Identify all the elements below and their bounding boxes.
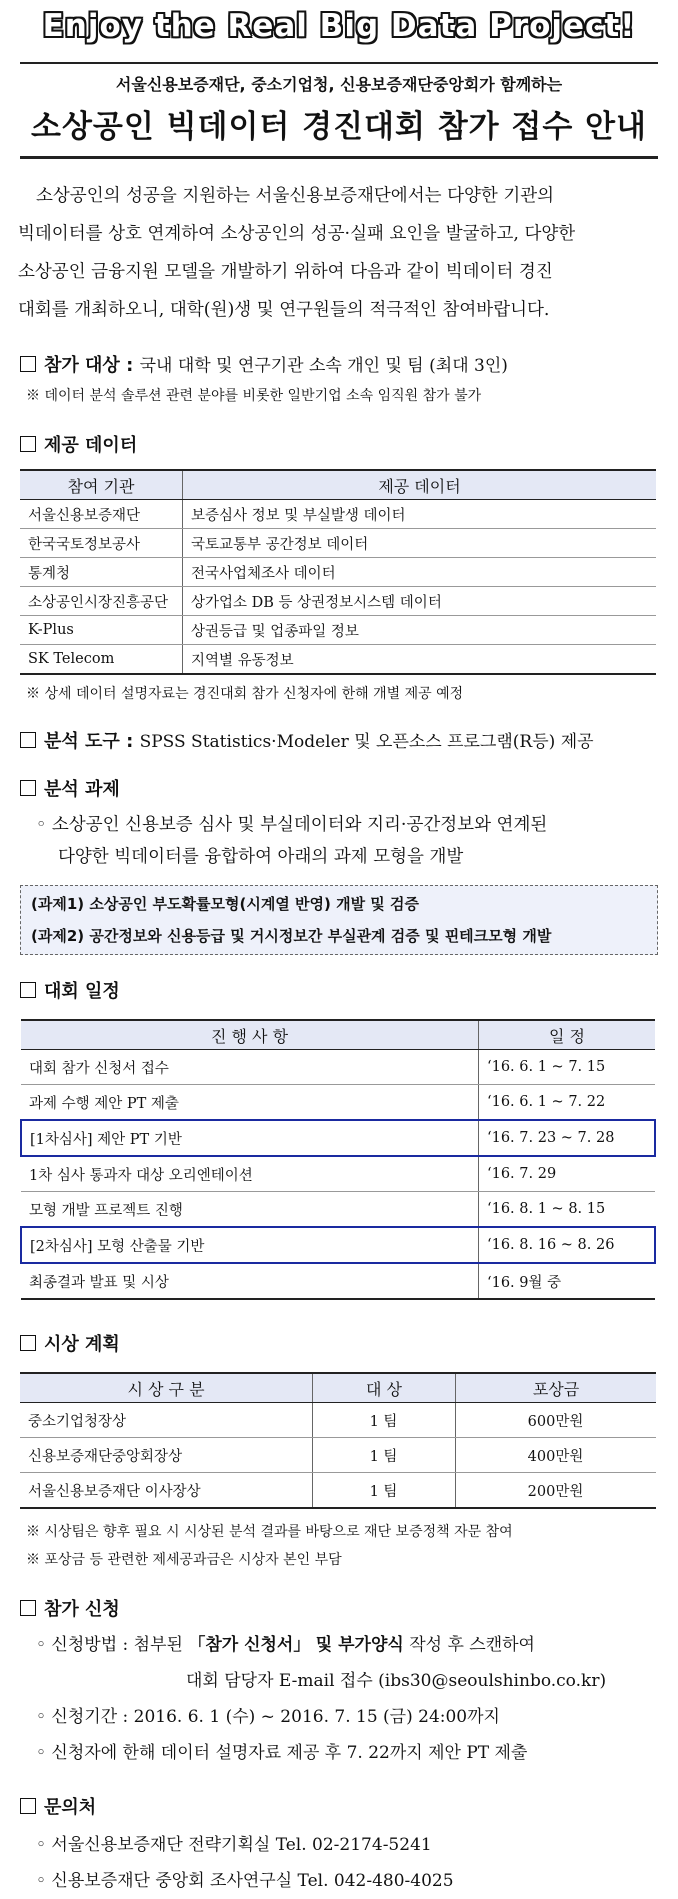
checkbox-icon (20, 1600, 36, 1616)
awards-heading: 시상 계획 (44, 1334, 120, 1355)
table-cell: 1 팀 (313, 1473, 456, 1509)
table-cell: 지역별 유동정보 (183, 645, 657, 675)
table-row (20, 587, 656, 616)
table-cell: 상가업소 DB 등 상권정보시스템 데이터 (183, 587, 657, 616)
table-cell: 중소기업청장상 (20, 1403, 313, 1438)
table-header: 포상금 (456, 1373, 657, 1403)
data-section-heading (20, 431, 664, 457)
table-row-highlighted (21, 1227, 655, 1263)
table-cell: 1차 심사 통과자 대상 오리엔테이션 (21, 1156, 479, 1192)
task-item: (과제1) 소상공인 부도확률모형(시계열 반영) 개발 및 검증 (31, 895, 419, 913)
table-header: 참여 기관 (20, 470, 183, 500)
table-cell: ‘16. 7. 29 (479, 1156, 656, 1192)
table-cell: ‘16. 6. 1 ~ 7. 15 (479, 1050, 656, 1085)
table-cell: 1 팀 (313, 1403, 456, 1438)
table-row (20, 1473, 656, 1509)
table-row (20, 1438, 656, 1473)
table-cell: 국토교통부 공간정보 데이터 (183, 529, 657, 558)
intro-line: 빅데이터를 상호 연계하여 소상공인의 성공·실패 요인을 발굴하고, 다양한 (18, 224, 576, 244)
application-method-line (36, 1627, 664, 1663)
checkbox-icon (20, 1798, 36, 1814)
table-cell: ‘16. 8. 16 ~ 8. 26 (479, 1227, 656, 1263)
awards-section-heading (20, 1330, 664, 1356)
schedule-table (20, 1019, 656, 1300)
table-cell: 600만원 (456, 1403, 657, 1438)
application-heading: 참가 신청 (44, 1599, 120, 1620)
table-header: 제공 데이터 (183, 470, 657, 500)
awards-note: ※ 포상금 등 관련한 제세공과금은 시상자 본인 부담 (26, 1552, 342, 1568)
method-text: 작성 후 스캔하여 (409, 1635, 535, 1655)
table-cell: [1차심사] 제안 PT 기반 (21, 1120, 479, 1156)
intro-paragraph (18, 177, 660, 329)
table-row (21, 1050, 655, 1085)
table-cell: 대회 참가 신청서 접수 (21, 1050, 479, 1085)
table-cell: 소상공인시장진흥공단 (20, 587, 183, 616)
application-period: ◦ 신청기간 : 2016. 6. 1 (수) ~ 2016. 7. 15 (금) 24:00까지 (36, 1707, 500, 1727)
schedule-section-heading (20, 977, 664, 1003)
table-cell: ‘16. 7. 23 ~ 7. 28 (479, 1120, 656, 1156)
awards-note: ※ 시상팀은 향후 필요 시 시상된 분석 결과를 바탕으로 재단 보증정책 자문 참여 (26, 1524, 513, 1540)
page-title: 소상공인 빅데이터 경진대회 참가 접수 안내 (31, 109, 647, 145)
table-row (21, 1263, 655, 1299)
table-cell: 한국국토정보공사 (20, 529, 183, 558)
table-row (20, 616, 656, 645)
contact-heading: 문의처 (44, 1797, 97, 1818)
table-cell: 서울신용보증재단 이사장상 (20, 1473, 313, 1509)
table-row (21, 1085, 655, 1121)
table-cell: 상권등급 및 업종파일 정보 (183, 616, 657, 645)
tools-section (20, 727, 664, 753)
application-email-line: 대회 담당자 E-mail 접수 (ibs30@seoulshinbo.co.kr) (186, 1671, 607, 1691)
tasks-bullet (36, 809, 664, 873)
table-row (21, 1156, 655, 1192)
contact-line: ◦ 신용보증재단 중앙회 조사연구실 Tel. 042-480-4025 (36, 1871, 454, 1891)
table-cell: SK Telecom (20, 645, 183, 675)
table-cell: [2차심사] 모형 산출물 기반 (21, 1227, 479, 1263)
divider (20, 156, 658, 159)
table-cell: 200만원 (456, 1473, 657, 1509)
checkbox-icon (20, 1335, 36, 1351)
eligibility-section (20, 351, 664, 377)
banner-text: Enjoy the Real Big Data Project! (42, 8, 636, 44)
intro-line: 소상공인의 성공을 지원하는 서울신용보증재단에서는 다양한 기관의 (36, 186, 555, 206)
eligibility-text: 국내 대학 및 연구기관 소속 개인 및 팀 (최대 3인) (139, 356, 508, 376)
intro-line: 소상공인 금융지원 모델을 개발하기 위하여 다음과 같이 빅데이터 경진 (18, 262, 553, 282)
table-cell: ‘16. 6. 1 ~ 7. 22 (479, 1085, 656, 1121)
task-item: (과제2) 공간정보와 신용등급 및 거시정보간 부실관계 검증 및 핀테크모형 개발 (31, 927, 552, 945)
subtitle: 서울신용보증재단, 중소기업청, 신용보증재단중앙회가 함께하는 (115, 75, 563, 94)
table-header: 진 행 사 항 (21, 1020, 479, 1050)
data-table (20, 469, 656, 675)
table-row (20, 500, 656, 529)
table-header: 시 상 구 분 (20, 1373, 313, 1403)
application-section-heading (20, 1595, 664, 1621)
table-cell: 과제 수행 제안 PT 제출 (21, 1085, 479, 1121)
table-header: 일 정 (479, 1020, 656, 1050)
application-pt: ◦ 신청자에 한해 데이터 설명자료 제공 후 7. 22까지 제안 PT 제출 (36, 1743, 528, 1763)
contact-list (36, 1827, 664, 1899)
tasks-line: 다양한 빅데이터를 융합하여 아래의 과제 모형을 개발 (58, 847, 464, 867)
checkbox-icon (20, 982, 36, 998)
schedule-heading: 대회 일정 (44, 981, 120, 1002)
tasks-heading: 분석 과제 (44, 779, 120, 800)
banner (14, 8, 664, 60)
table-cell: 보증심사 정보 및 부실발생 데이터 (183, 500, 657, 529)
eligibility-note: ※ 데이터 분석 솔루션 관련 분야를 비롯한 일반기업 소속 임직원 참가 불가 (26, 388, 482, 404)
tasks-line: ◦ 소상공인 신용보증 심사 및 부실데이터와 지리·공간정보와 연계된 (36, 815, 548, 835)
table-row (20, 645, 656, 675)
table-cell: 최종결과 발표 및 시상 (21, 1263, 479, 1299)
table-header: 대 상 (313, 1373, 456, 1403)
table-cell: 400만원 (456, 1438, 657, 1473)
eligibility-heading: 참가 대상 : (44, 355, 134, 376)
table-cell: 신용보증재단중앙회장상 (20, 1438, 313, 1473)
tools-heading: 분석 도구 : (44, 731, 134, 752)
method-text: ◦ 신청방법 : 첨부된 (36, 1635, 183, 1655)
data-heading-text: 제공 데이터 (44, 435, 138, 456)
table-cell: 1 팀 (313, 1438, 456, 1473)
notice-document (14, 0, 664, 1899)
contact-section-heading (20, 1793, 664, 1819)
table-cell: 전국사업체조사 데이터 (183, 558, 657, 587)
data-note: ※ 상세 데이터 설명자료는 경진대회 참가 신청자에 한해 개별 제공 예정 (26, 686, 464, 702)
table-row (20, 529, 656, 558)
table-row (20, 1403, 656, 1438)
checkbox-icon (20, 780, 36, 796)
table-cell: ‘16. 9월 중 (479, 1263, 656, 1299)
intro-line: 대회를 개최하오니, 대학(원)생 및 연구원들의 적극적인 참여바랍니다. (18, 300, 550, 320)
table-cell: 모형 개발 프로젝트 진행 (21, 1192, 479, 1228)
table-cell: K-Plus (20, 616, 183, 645)
awards-table (20, 1372, 656, 1509)
table-row (21, 1192, 655, 1228)
checkbox-icon (20, 436, 36, 452)
tasks-section-heading (20, 775, 664, 801)
application-method (36, 1627, 664, 1771)
checkbox-icon (20, 356, 36, 372)
divider (20, 62, 658, 64)
method-extra: 및 부가양식 (315, 1635, 404, 1655)
table-cell: ‘16. 8. 1 ~ 8. 15 (479, 1192, 656, 1228)
tools-text: SPSS Statistics·Modeler 및 오픈소스 프로그램(R등) 제공 (139, 732, 594, 752)
task-box (20, 885, 658, 955)
checkbox-icon (20, 732, 36, 748)
table-cell: 서울신용보증재단 (20, 500, 183, 529)
table-row (20, 558, 656, 587)
contact-line: ◦ 서울신용보증재단 전략기획실 Tel. 02-2174-5241 (36, 1835, 432, 1855)
table-row-highlighted (21, 1120, 655, 1156)
method-form: 「참가 신청서」 (188, 1635, 311, 1655)
table-cell: 통계청 (20, 558, 183, 587)
